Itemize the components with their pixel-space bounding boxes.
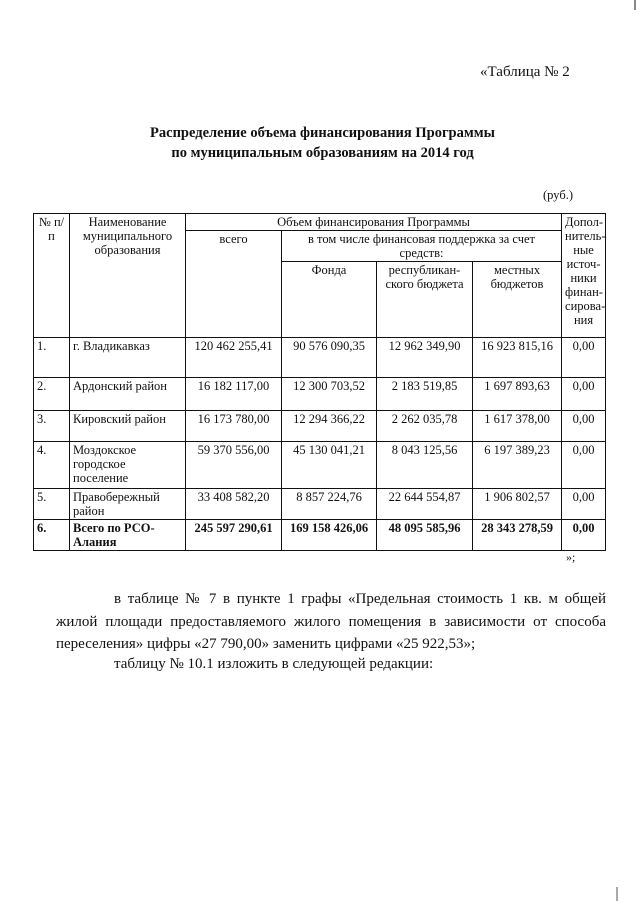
row-num: 4. xyxy=(34,442,70,489)
row-extra: 0,00 xyxy=(562,338,606,378)
table-row xyxy=(34,411,606,442)
page-title xyxy=(100,123,545,163)
row-republic: 2 262 035,78 xyxy=(377,411,473,442)
row-name: Моздокское городское поселение xyxy=(70,442,186,489)
header-num: № п/п xyxy=(34,214,70,338)
row-total: 33 408 582,20 xyxy=(186,489,282,520)
row-num: 1. xyxy=(34,338,70,378)
row-republic: 12 962 349,90 xyxy=(377,338,473,378)
scan-edge-mark xyxy=(634,0,636,10)
row-local: 6 197 389,23 xyxy=(473,442,562,489)
header-name: Наименование муниципального образования xyxy=(70,214,186,338)
currency-unit: (руб.) xyxy=(543,188,573,202)
row-local: 1 697 893,63 xyxy=(473,378,562,411)
row-republic: 2 183 519,85 xyxy=(377,378,473,411)
header-extra: Допол-нитель-ные источ-ники финан-сирова-ния xyxy=(562,214,606,338)
header-local: местных бюджетов xyxy=(473,262,562,338)
row-num: 6. xyxy=(34,520,70,551)
row-fund: 169 158 426,06 xyxy=(282,520,377,551)
title-line-1: Распределение объема финансирования Программы xyxy=(150,125,495,141)
row-fund: 12 300 703,52 xyxy=(282,378,377,411)
row-num: 3. xyxy=(34,411,70,442)
table-row xyxy=(34,378,606,411)
table-row xyxy=(34,489,606,520)
financing-table xyxy=(33,213,606,551)
scan-edge-mark-bottom xyxy=(616,887,618,901)
header-volume: Объем финансирования Программы xyxy=(186,214,562,231)
row-total: 16 182 117,00 xyxy=(186,378,282,411)
row-total: 120 462 255,41 xyxy=(186,338,282,378)
header-total: всего xyxy=(186,231,282,338)
header-including: в том числе финансовая поддержка за счет средств: xyxy=(282,231,562,262)
row-local: 1 617 378,00 xyxy=(473,411,562,442)
row-num: 5. xyxy=(34,489,70,520)
row-total: 59 370 556,00 xyxy=(186,442,282,489)
header-fund: Фонда xyxy=(282,262,377,338)
row-name: Кировский район xyxy=(70,411,186,442)
row-extra: 0,00 xyxy=(562,489,606,520)
row-fund: 8 857 224,76 xyxy=(282,489,377,520)
row-extra: 0,00 xyxy=(562,411,606,442)
row-fund: 12 294 366,22 xyxy=(282,411,377,442)
row-name: Правобережный район xyxy=(70,489,186,520)
row-fund: 45 130 041,21 xyxy=(282,442,377,489)
table-row xyxy=(34,442,606,489)
row-total: 16 173 780,00 xyxy=(186,411,282,442)
row-local: 1 906 802,57 xyxy=(473,489,562,520)
row-republic: 22 644 554,87 xyxy=(377,489,473,520)
amendment-paragraph: в таблице № 7 в пункте 1 графы «Предельная стоимость 1 кв. м общей жилой площади предоставляемого жилого помещения в зависимости от способа переселения» цифры «27 790,00» заменить цифрами «25 922,53»; xyxy=(56,591,606,652)
amendment-paragraph-2: таблицу № 10.1 изложить в следующей редакции: xyxy=(114,656,434,672)
row-local: 16 923 815,16 xyxy=(473,338,562,378)
row-name: Ардонский район xyxy=(70,378,186,411)
header-republic: республикан-ского бюджета xyxy=(377,262,473,338)
row-total: 245 597 290,61 xyxy=(186,520,282,551)
row-extra: 0,00 xyxy=(562,442,606,489)
table-row xyxy=(34,338,606,378)
row-local: 28 343 278,59 xyxy=(473,520,562,551)
row-extra: 0,00 xyxy=(562,378,606,411)
title-line-2: по муниципальным образованиям на 2014 год xyxy=(171,145,474,161)
row-extra: 0,00 xyxy=(562,520,606,551)
row-republic: 48 095 585,96 xyxy=(377,520,473,551)
row-num: 2. xyxy=(34,378,70,411)
row-republic: 8 043 125,56 xyxy=(377,442,473,489)
row-name: Всего по РСО-Алания xyxy=(70,520,186,551)
total-row xyxy=(34,520,606,551)
table-closing-quote: »; xyxy=(566,550,576,564)
row-name: г. Владикавказ xyxy=(70,338,186,378)
row-fund: 90 576 090,35 xyxy=(282,338,377,378)
table-caption: «Таблица № 2 xyxy=(480,64,570,80)
